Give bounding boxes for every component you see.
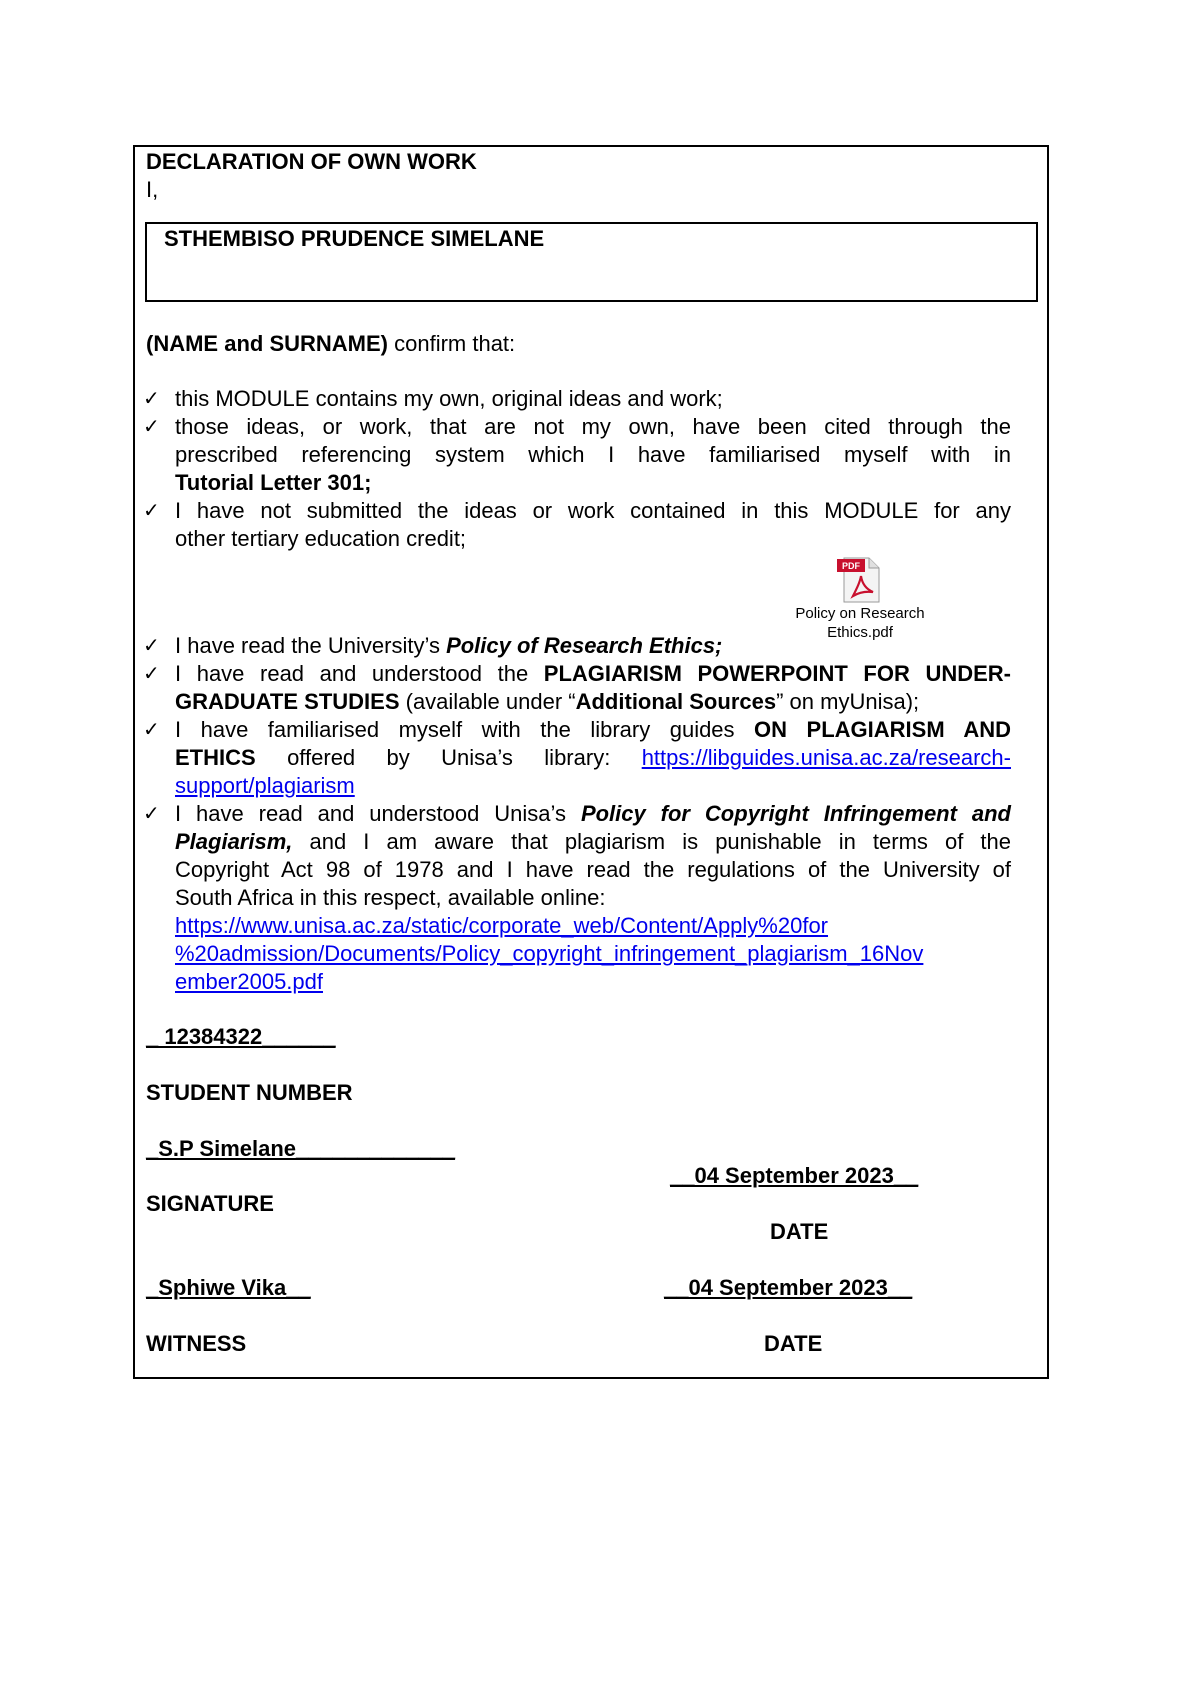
witness-date-label: DATE (764, 1331, 823, 1356)
item-copyright-link-line1 (175, 912, 1011, 940)
item-not-submitted-line2: other tertiary education credit; (175, 526, 467, 551)
signature-label: SIGNATURE (146, 1191, 274, 1216)
check-icon: ✓ (143, 663, 160, 685)
confirm-line (146, 330, 515, 358)
check-icon: ✓ (143, 635, 160, 657)
item-not-submitted-line1: I have not submitted the ideas or work contained in this MODULE for any (175, 498, 1011, 523)
signature-value: _S.P Simelane_____________ (146, 1136, 456, 1161)
library-guides-text: I have familiarised myself with the library guides (175, 717, 755, 742)
item-copyright-link-line3 (175, 968, 1011, 996)
date-value: __04 September 2023__ (670, 1163, 919, 1188)
item-plagiarism-ppt-line2 (175, 688, 1011, 716)
i-line: I, (146, 177, 159, 202)
student-number-value: _ 12384322______ (146, 1024, 336, 1049)
item-cited-line1: those ideas, or work, that are not my own, have been cited through the (175, 414, 1011, 439)
on-myunisa: ” on myUnisa); (776, 689, 920, 714)
copyright-policy-link-cont[interactable]: %20admission/Documents/Policy_copyright_infringement_plagiarism_16Nov (175, 941, 924, 966)
item-module-own-work: this MODULE contains my own, original ideas and work; (175, 386, 723, 411)
pdf-badge-text: PDF (842, 561, 860, 571)
document-title: DECLARATION OF OWN WORK (146, 149, 477, 174)
check-icon: ✓ (143, 388, 160, 410)
item-copyright-line4: South Africa in this respect, available online: (175, 885, 606, 910)
libguides-link[interactable]: https://libguides.unisa.ac.za/research- (641, 745, 1011, 770)
witness-date-value: __04 September 2023__ (664, 1275, 913, 1300)
student-number-label: STUDENT NUMBER (146, 1080, 353, 1105)
item-plagiarism-ppt-line1 (175, 660, 1011, 688)
pdf-caption-line1: Policy on Research (795, 605, 925, 622)
graduate-studies: GRADUATE STUDIES (175, 689, 400, 714)
item-research-ethics (175, 632, 1011, 660)
item-cited-line2: prescribed referencing system which I have familiarised myself with in (175, 442, 1011, 467)
pdf-attachment[interactable] (782, 556, 938, 642)
available-under: (available under “ (399, 689, 576, 714)
on-plagiarism-and: ON PLAGIARISM AND (754, 717, 1011, 742)
pdf-file-icon (835, 556, 885, 604)
student-name: STHEMBISO PRUDENCE SIMELANE (164, 226, 545, 251)
item-research-ethics-text: I have read the University’s (175, 633, 447, 658)
check-icon: ✓ (143, 803, 160, 825)
copyright-text: I have read and understood Unisa’s (175, 801, 581, 826)
copyright-policy-link[interactable]: https://www.unisa.ac.za/static/corporate_web/Content/Apply%20for (175, 913, 829, 938)
policy-research-ethics: Policy of Research Ethics; (446, 633, 723, 658)
copyright-policy-title: Policy for Copyright Infringement and (580, 801, 1011, 826)
item-cited-line3: Tutorial Letter 301; (175, 470, 372, 495)
offered-by-library: offered by Unisa’s library: (255, 745, 642, 770)
punishable-text: and I am aware that plagiarism is punishable in terms of the (292, 829, 1011, 854)
pdf-caption-line2: Ethics.pdf (827, 624, 893, 641)
additional-sources: Additional Sources (575, 689, 777, 714)
plagiarism-ppt-title: PLAGIARISM POWERPOINT FOR UNDER- (543, 661, 1011, 686)
item-copyright-link-line2 (175, 940, 1011, 968)
check-icon: ✓ (143, 500, 160, 522)
item-copyright-line3: Copyright Act 98 of 1978 and I have read the regulations of the University of (175, 857, 1011, 882)
date-label: DATE (770, 1219, 829, 1244)
copyright-policy-link-end[interactable]: ember2005.pdf (175, 969, 323, 994)
item-library-guides-line1 (175, 716, 1011, 744)
witness-value: _Sphiwe Vika__ (146, 1275, 311, 1300)
check-icon: ✓ (143, 719, 160, 741)
libguides-link-cont[interactable]: support/plagiarism (175, 773, 355, 798)
plagiarism-label: Plagiarism, (175, 829, 293, 854)
item-plagiarism-ppt-text: I have read and understood the (175, 661, 544, 686)
check-icon: ✓ (143, 416, 160, 438)
item-copyright-line2 (175, 828, 1011, 856)
item-library-guides-line3 (175, 772, 1011, 800)
item-library-guides-line2 (175, 744, 1011, 772)
confirm-text: confirm that: (388, 331, 516, 356)
witness-label: WITNESS (146, 1331, 247, 1356)
item-copyright-line1 (175, 800, 1011, 828)
name-label: (NAME and SURNAME) (146, 331, 388, 356)
ethics-label: ETHICS (175, 745, 256, 770)
